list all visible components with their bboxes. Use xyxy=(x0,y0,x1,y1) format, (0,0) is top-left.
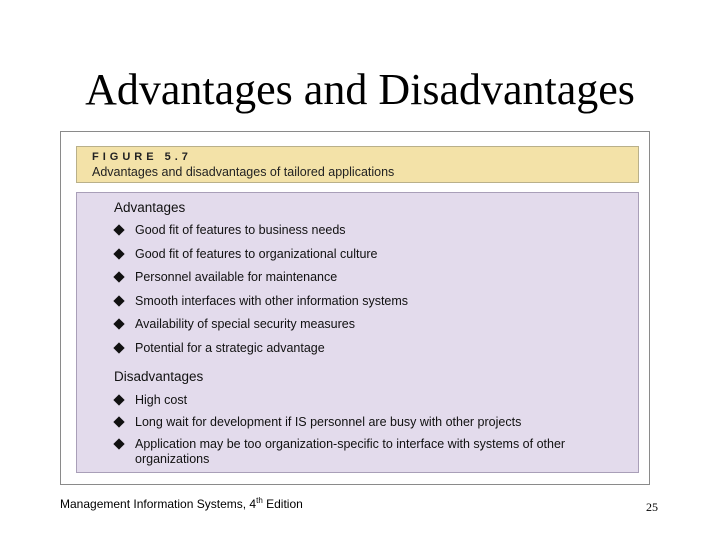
list-item xyxy=(114,294,629,318)
page-number: 25 xyxy=(646,500,658,514)
diamond-bullet-icon xyxy=(113,416,124,427)
advantage-text: Personnel available for maintenance xyxy=(135,270,338,284)
advantage-text: Good fit of features to business needs xyxy=(135,223,346,237)
disadvantage-text: Long wait for development if IS personnel are busy with other projects xyxy=(135,415,522,429)
footer-book-title xyxy=(60,496,303,511)
slide-title: Advantages and Disadvantages xyxy=(85,65,635,114)
disadvantages-heading: Disadvantages xyxy=(114,369,204,384)
footer-title-part: Edition xyxy=(262,497,303,511)
disadvantages-list xyxy=(114,393,629,474)
diamond-bullet-icon xyxy=(113,295,124,306)
figure-body xyxy=(76,192,639,473)
diamond-bullet-icon xyxy=(113,438,124,449)
list-item xyxy=(114,223,629,247)
diamond-bullet-icon xyxy=(113,271,124,282)
advantage-text: Good fit of features to organizational culture xyxy=(135,246,378,261)
list-item xyxy=(114,393,629,408)
advantage-text: Potential for a strategic advantage xyxy=(135,340,325,355)
list-item xyxy=(114,341,629,365)
diamond-bullet-icon xyxy=(113,394,124,405)
disadvantage-text: Application may be too organization-specific to interface with systems of other organizations xyxy=(135,437,566,466)
advantage-text: Smooth interfaces with other information systems xyxy=(135,293,409,308)
diamond-bullet-icon xyxy=(113,224,124,235)
diamond-bullet-icon xyxy=(113,342,124,353)
list-item xyxy=(114,317,629,341)
advantages-list xyxy=(114,223,629,364)
figure-panel xyxy=(60,131,650,485)
footer-title-part: Management Information Systems, 4 xyxy=(60,497,257,511)
diamond-bullet-icon xyxy=(113,318,124,329)
figure-label: FIGURE 5.7 xyxy=(92,151,192,163)
list-item xyxy=(114,415,629,430)
footer-superscript: th xyxy=(256,496,263,505)
figure-caption: Advantages and disadvantages of tailored applications xyxy=(92,165,395,179)
figure-header xyxy=(76,146,639,183)
advantage-text: Availability of special security measures xyxy=(135,317,356,331)
list-item xyxy=(114,270,629,294)
list-item xyxy=(114,437,600,467)
disadvantage-text: High cost xyxy=(135,393,188,407)
diamond-bullet-icon xyxy=(113,248,124,259)
list-item xyxy=(114,247,629,271)
advantages-heading: Advantages xyxy=(114,200,186,215)
